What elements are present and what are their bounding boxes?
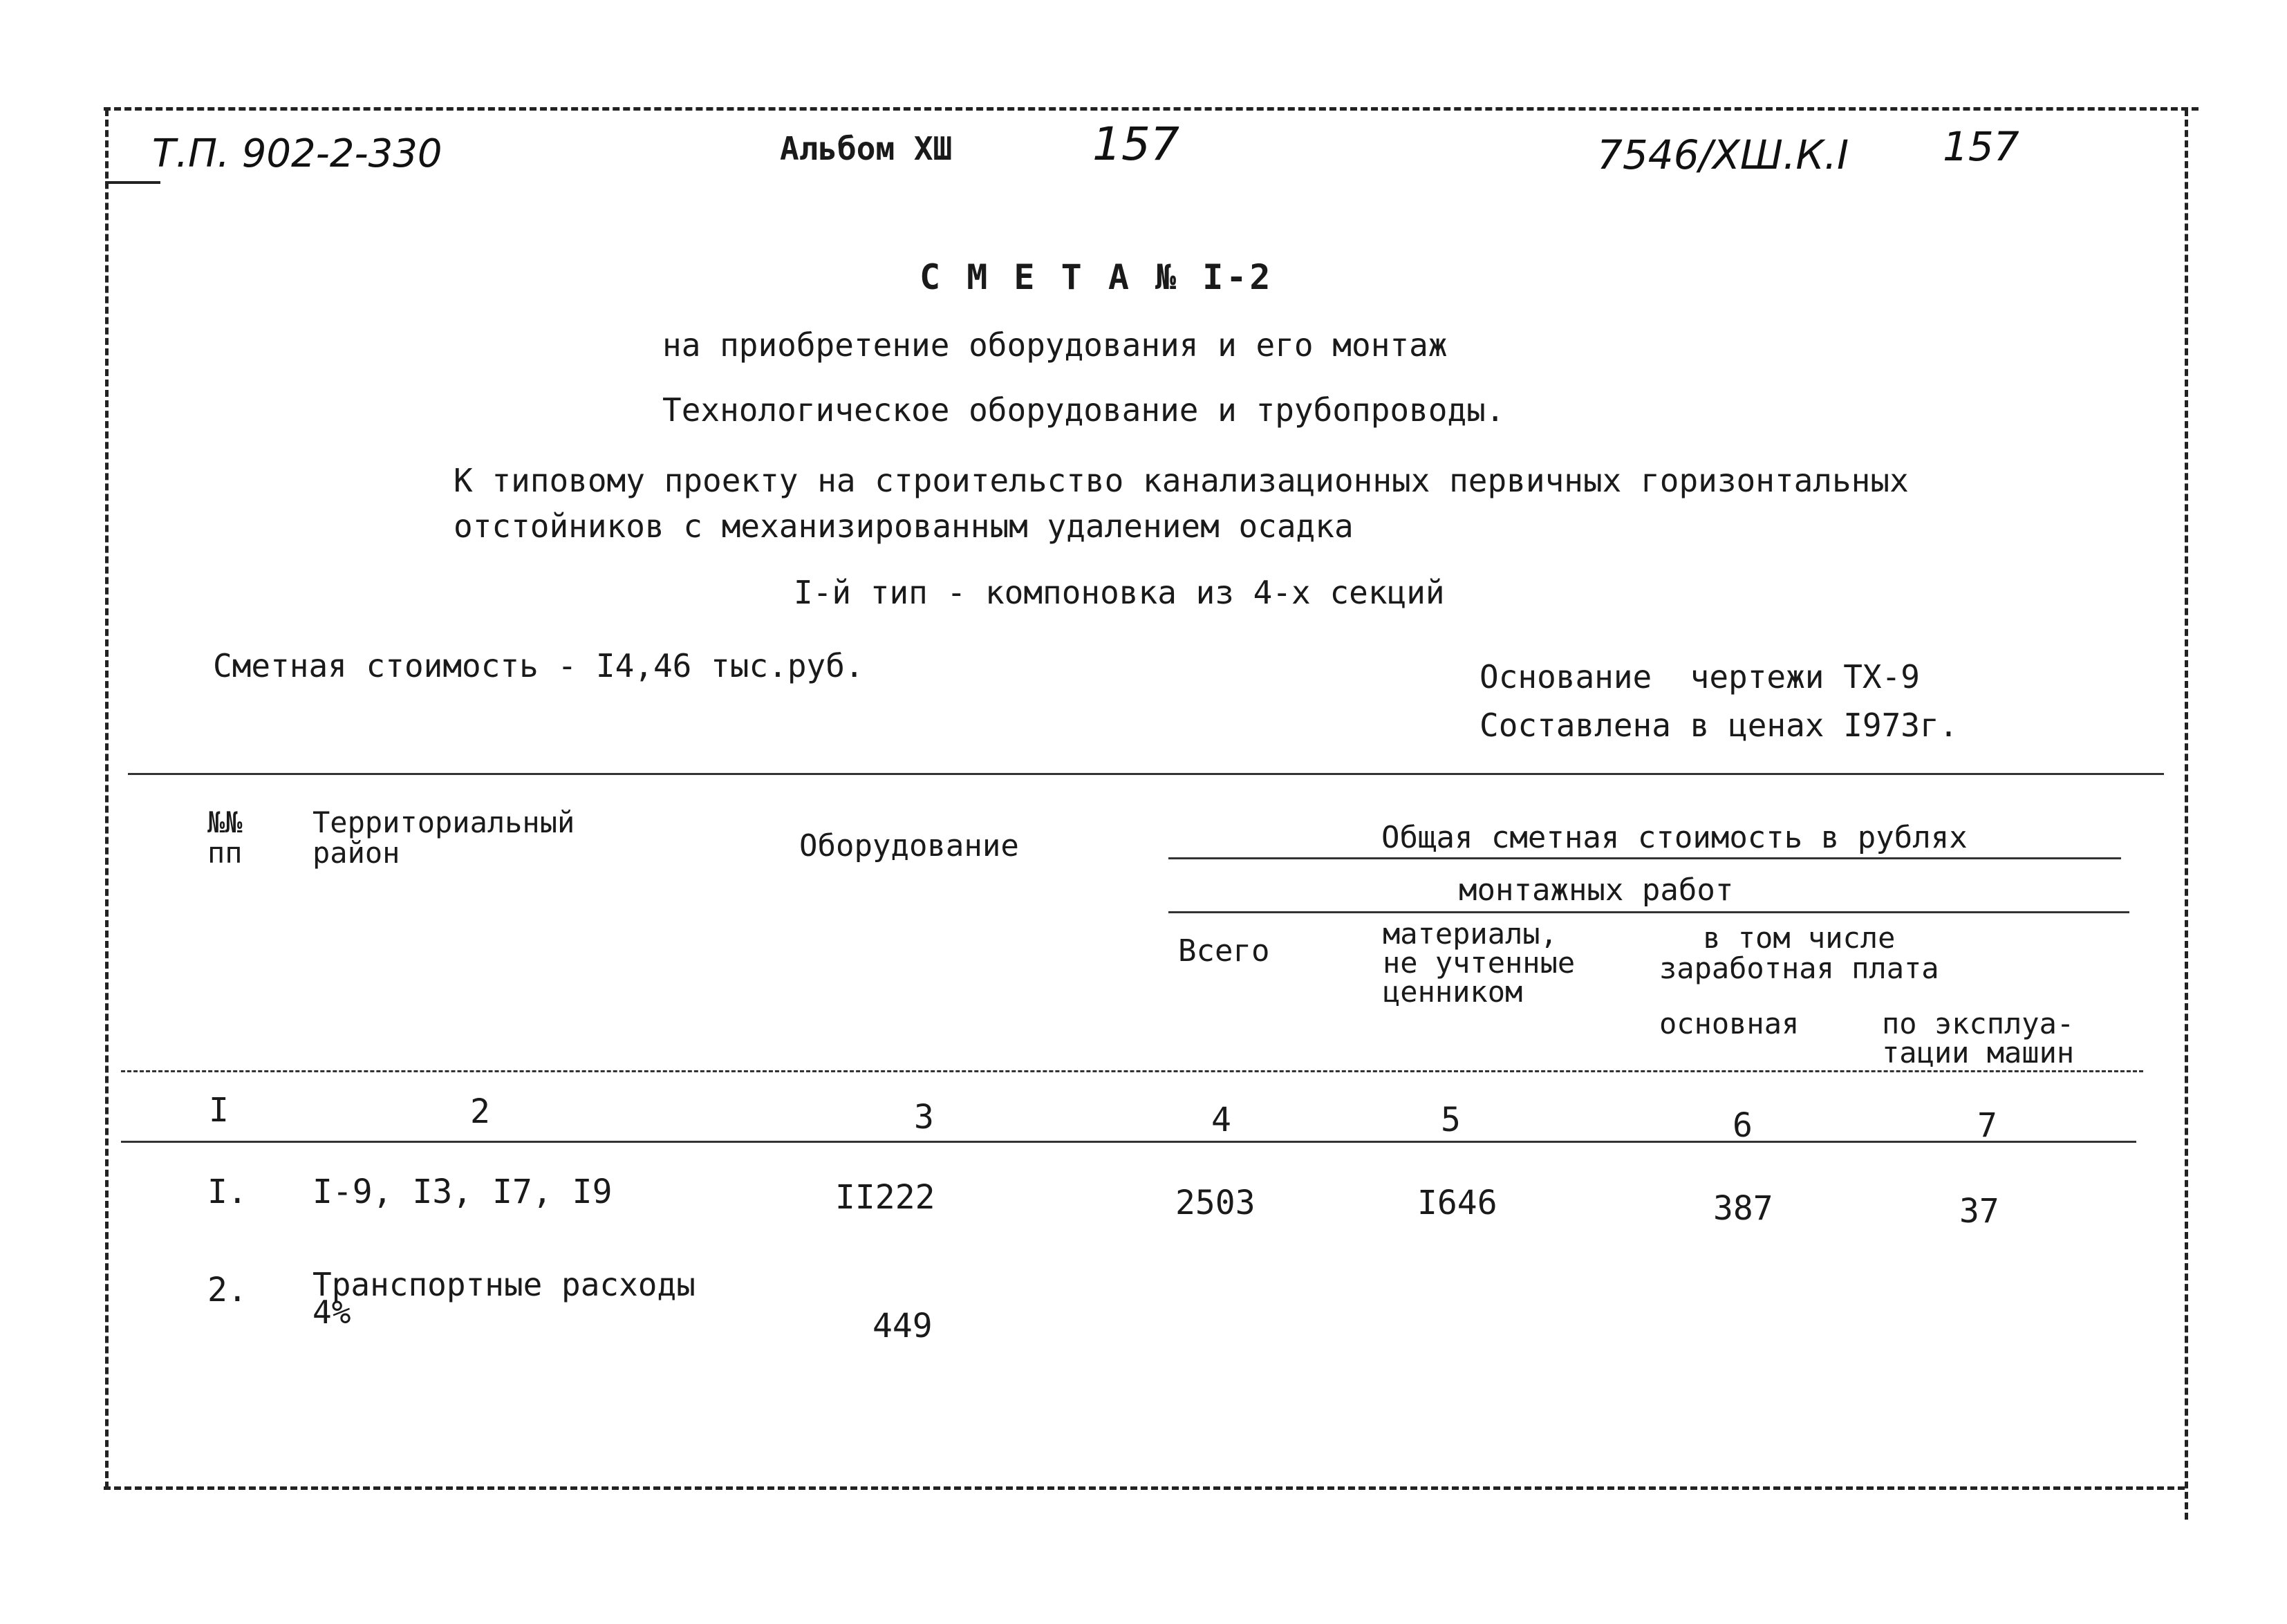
col-header-install-group: монтажных работ bbox=[1459, 872, 1734, 908]
archive-code: 7546/ХШ.К.I bbox=[1597, 131, 1849, 178]
frame-top-line bbox=[104, 107, 2199, 111]
row-2-district: Транспортные расходы 4% bbox=[312, 1266, 696, 1331]
row-1-total: 2503 bbox=[1175, 1184, 1255, 1222]
col-number-7: 7 bbox=[1977, 1106, 1997, 1145]
title-line-1: на приобретение оборудования и его монтаж bbox=[662, 326, 1448, 364]
col-number-2: 2 bbox=[470, 1092, 490, 1131]
total-group-rule bbox=[1168, 857, 2121, 859]
col-header-district: Территориальный район bbox=[312, 805, 575, 870]
doc-code: Т.П. 902-2-330 bbox=[152, 131, 442, 176]
row-1-wage-machines: 37 bbox=[1959, 1192, 1999, 1231]
price-level: Составлена в ценах I973г. bbox=[1479, 707, 1959, 744]
header-bottom-rule bbox=[121, 1070, 2143, 1072]
col-header-wage-main: основная bbox=[1659, 1007, 1800, 1040]
col-number-1: I bbox=[209, 1091, 229, 1130]
frame-right-line bbox=[2185, 109, 2188, 1520]
install-group-rule bbox=[1168, 911, 2129, 913]
title-line-3: К типовому проекту на строительство канализационных первичных горизонтальных bbox=[454, 462, 1909, 499]
col-number-6: 6 bbox=[1733, 1106, 1753, 1145]
header-separator-line bbox=[105, 181, 160, 184]
page-number-left: 157 bbox=[1092, 118, 1179, 171]
col-header-total: Всего bbox=[1178, 933, 1270, 969]
row-1-materials: I646 bbox=[1417, 1184, 1497, 1222]
row-1-district: I-9, I3, I7, I9 bbox=[312, 1173, 613, 1211]
page-number-right: 157 bbox=[1943, 123, 2019, 170]
col-header-wage-group: в том числе заработная плата bbox=[1659, 921, 1939, 985]
estimated-cost: Сметная стоимость - I4,46 тыс.руб. bbox=[213, 647, 864, 684]
title-line-4: отстойников с механизированным удалением осадка bbox=[454, 507, 1354, 545]
col-header-materials: материалы, не учтенные ценником bbox=[1383, 917, 1576, 1009]
document-title: С М Е Т А № I-2 bbox=[920, 257, 1273, 297]
title-line-5: I-й тип - компоновка из 4-х секций bbox=[794, 574, 1445, 611]
row-2-equipment: 449 bbox=[872, 1307, 933, 1345]
col-number-3: 3 bbox=[914, 1098, 934, 1137]
title-line-2: Технологическое оборудование и трубопроводы. bbox=[662, 391, 1505, 429]
col-number-4: 4 bbox=[1211, 1101, 1231, 1139]
row-1-equipment: II222 bbox=[835, 1178, 935, 1217]
col-header-wage-machines: по эксплуа- тации машин bbox=[1882, 1007, 2075, 1070]
frame-left-line bbox=[105, 109, 109, 1488]
table-top-rule bbox=[128, 773, 2164, 775]
album-label: Альбом ХШ bbox=[780, 130, 953, 167]
column-numbers-bottom-rule bbox=[121, 1141, 2136, 1143]
frame-bottom-line bbox=[104, 1486, 2185, 1490]
col-header-total-group: Общая сметная стоимость в рублях bbox=[1381, 820, 1968, 855]
basis-drawings: Основание чертежи ТХ-9 bbox=[1479, 658, 1920, 696]
col-header-equipment: Оборудование bbox=[799, 828, 1019, 864]
row-1-wage-main: 387 bbox=[1713, 1189, 1773, 1228]
col-header-num: №№ пп bbox=[207, 805, 243, 870]
col-number-5: 5 bbox=[1441, 1101, 1461, 1139]
row-2-num: 2. bbox=[207, 1271, 248, 1309]
row-1-num: I. bbox=[207, 1173, 248, 1211]
